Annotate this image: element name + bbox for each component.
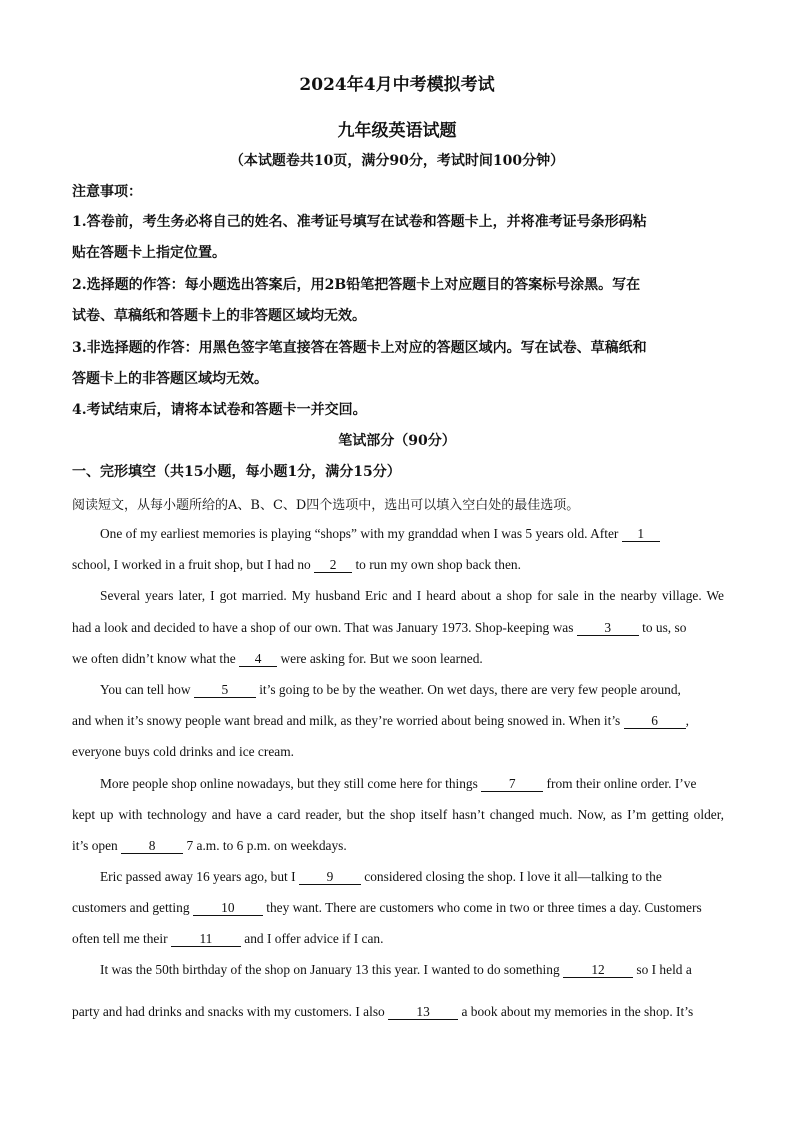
passage-line	[72, 838, 724, 854]
passage-text: school, I worked in a fruit shop, but I had no	[72, 557, 315, 572]
passage-text: to run my own shop back then.	[352, 557, 521, 572]
note-3-line-2: 答题卡上的非答题区域均无效。	[72, 371, 268, 387]
passage-line: everyone buys cold drinks and ice cream.	[72, 744, 294, 759]
passage-text: It was the 50th birthday of the shop on January 13 this year. I wanted to do something	[100, 962, 564, 977]
passage-line: Several years later, I got married. My husband Eric and I heard about a shop for sale in the nearby village. We	[100, 588, 724, 603]
passage-line	[100, 776, 724, 792]
blank-9: 9	[299, 870, 361, 885]
passage-line	[72, 620, 724, 636]
blank-11: 11	[171, 932, 241, 947]
passage-text: to us, so	[638, 620, 687, 635]
passage-text: You can tell how	[100, 682, 194, 697]
note-2-line-2: 试卷、草稿纸和答题卡上的非答题区域均无效。	[72, 308, 366, 324]
note-1-line-1: 1.答卷前，考生务必将自己的姓名、准考证号填写在试卷和答题卡上，并将准考证号条形码粘	[72, 214, 647, 230]
exam-subtitle: 九年级英语试题	[337, 121, 457, 141]
passage-line	[100, 869, 724, 885]
blank-4: 4	[239, 652, 277, 667]
blank-8: 8	[121, 839, 183, 854]
passage-text: Eric passed away 16 years ago, but I	[100, 869, 299, 884]
passage-text: party and had drinks and snacks with my customers. I also	[72, 1004, 389, 1019]
blank-2: 2	[314, 558, 352, 573]
passage-text: and I offer advice if I can.	[240, 931, 384, 946]
passage-line	[72, 651, 724, 667]
blank-7: 7	[481, 777, 543, 792]
note-1-line-2: 贴在答题卡上指定位置。	[72, 245, 226, 261]
passage-line	[100, 526, 724, 542]
passage-text: we often didn’t know what the	[72, 651, 240, 666]
instruction: 阅读短文，从每小题所给的A、B、C、D四个选项中，选出可以填入空白处的最佳选项。	[72, 498, 580, 513]
note-4: 4.考试结束后，请将本试卷和答题卡一并交回。	[72, 402, 367, 418]
passage-text: so I held a	[633, 962, 692, 977]
passage-line	[72, 557, 724, 573]
blank-13: 13	[388, 1005, 458, 1020]
passage-text: had a look and decided to have a shop of our own. That was January 1973. Shop-keeping was	[72, 620, 577, 635]
passage-text: ,	[685, 713, 689, 728]
exam-info: （本试题卷共10页，满分90分，考试时间100分钟）	[229, 153, 565, 169]
passage-text: often tell me their	[72, 931, 171, 946]
notes-heading: 注意事项：	[72, 184, 142, 200]
passage-text: were asking for. But we soon learned.	[277, 651, 483, 666]
passage-text: and when it’s snowy people want bread and milk, as they’re worried about being snowed in. When it’s	[72, 713, 624, 728]
passage-line: kept up with technology and have a card reader, but the shop itself hasn’t changed much. Now, as I’m getting older,	[72, 807, 724, 822]
passage-text: More people shop online nowadays, but they still come here for things	[100, 776, 482, 791]
part-1-heading: 一、完形填空（共15小题，每小题1分，满分15分）	[72, 464, 401, 480]
passage-text: 7 a.m. to 6 p.m. on weekdays.	[183, 838, 347, 853]
blank-3: 3	[577, 621, 639, 636]
note-2-line-1: 2.选择题的作答：每小题选出答案后，用2B铅笔把答题卡上对应题目的答案标号涂黑。写在	[72, 277, 641, 293]
passage-text: they want. There are customers who come in two or three times a day. Customers	[262, 900, 702, 915]
passage-text: a book about my memories in the shop. It’s	[458, 1004, 694, 1019]
section-heading: 笔试部分（90分）	[338, 433, 456, 449]
exam-title: 2024年4月中考模拟考试	[299, 75, 495, 95]
passage-text: customers and getting	[72, 900, 193, 915]
passage-line	[100, 962, 724, 978]
blank-5: 5	[194, 683, 256, 698]
passage-line	[72, 900, 724, 916]
passage-text: from their online order. I’ve	[543, 776, 697, 791]
passage-text: One of my earliest memories is playing “shops” with my granddad when I was 5 years old. After	[100, 526, 622, 541]
blank-6: 6	[624, 714, 686, 729]
blank-10: 10	[193, 901, 263, 916]
passage-line	[72, 1004, 724, 1020]
passage-text: considered closing the shop. I love it all—talking to the	[360, 869, 662, 884]
note-3-line-1: 3.非选择题的作答：用黑色签字笔直接答在答题卡上对应的答题区域内。写在试卷、草稿纸和	[72, 340, 647, 356]
passage-line	[100, 682, 724, 698]
blank-12: 12	[563, 963, 633, 978]
passage-text: it’s open	[72, 838, 122, 853]
passage-text: it’s going to be by the weather. On wet days, there are very few people around,	[255, 682, 681, 697]
blank-1: 1	[622, 527, 660, 542]
passage-line	[72, 931, 724, 947]
passage-line	[72, 713, 724, 729]
